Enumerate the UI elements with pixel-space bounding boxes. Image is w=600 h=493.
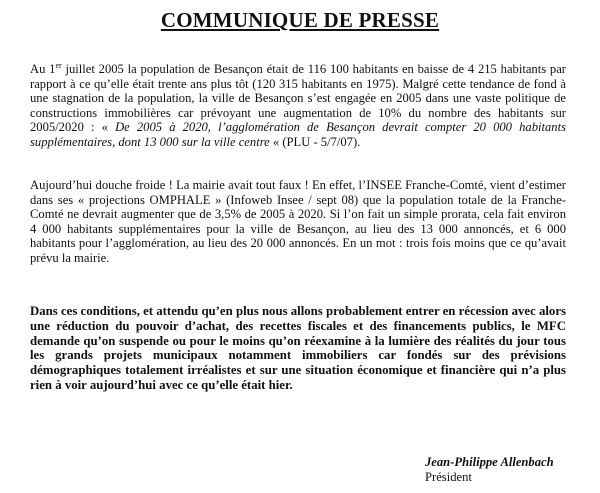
paragraph-insee-projection: Aujourd’hui douche froide ! La mairie avait tout faux ! En effet, l’INSEE Franche-Comté, vient d’estimer dans ses « projections OMPHALE » (Infoweb Insee / sept 08) que la population totale de la Franche-Comté ne devrait augmenter que de 3,5% de 2005 à 2020. Si l’on fait un simple prorata, cela fait environ 4 000 habitants supplémentaires pour la ville de Besançon, au lieu des 13 000 annoncés, et 6 000 habitants pour l’agglomération, au lieu des 20 000 annoncés. En un mot : trois fois moins que ce qu’avait prévu la mairie. xyxy=(30,178,566,265)
signatory-role: Président xyxy=(425,470,472,484)
plu-quote: De 2005 à 2020, l’agglomération de Besançon devrait compter 20 000 habitants supplémentaires, dont 13 000 sur la ville centre xyxy=(30,120,566,149)
paragraph-demand: Dans ces conditions, et attendu qu’en plus nous allons probablement entrer en récession avec alors une réduction du pouvoir d’achat, des recettes fiscales et des financements publics, le MFC demande qu’on suspende ou pour le moins qu’on réexamine à la lumière des réalités du jour tous les grands projets municipaux notamment immobiliers car fondés sur des prévisions démographiques totalement irréalistes et sur une situation économique et financière qui n’a plus rien à voir aujourd’hui avec ce qu’elle était hier. xyxy=(30,304,566,392)
paragraph-1-text-c: « (PLU - 5/7/07). xyxy=(269,134,361,149)
paragraph-1-text-b: juillet 2005 la population de Besançon était de 116 100 habitants en baisse de 4 215 habitants par rapport à ce qu’elle était trente ans plus tôt (120 315 habitants en 1975). Malgré cette tendance de fond à une stagnation de la population, la ville de Besançon s’est engagée en 2005 dans une vaste politique de constructions immobilières car prévoyant une augmentation de 10% du nombre des habitants sur 2005/2020 : « xyxy=(30,62,566,135)
signatory-name: Jean-Philippe Allenbach xyxy=(425,455,554,469)
paragraph-population xyxy=(30,62,566,150)
signature-block xyxy=(425,455,554,485)
document-title: COMMUNIQUE DE PRESSE xyxy=(160,8,440,32)
paragraph-1-text-a: Au 1 xyxy=(30,62,56,76)
ordinal-superscript: er xyxy=(55,60,62,70)
